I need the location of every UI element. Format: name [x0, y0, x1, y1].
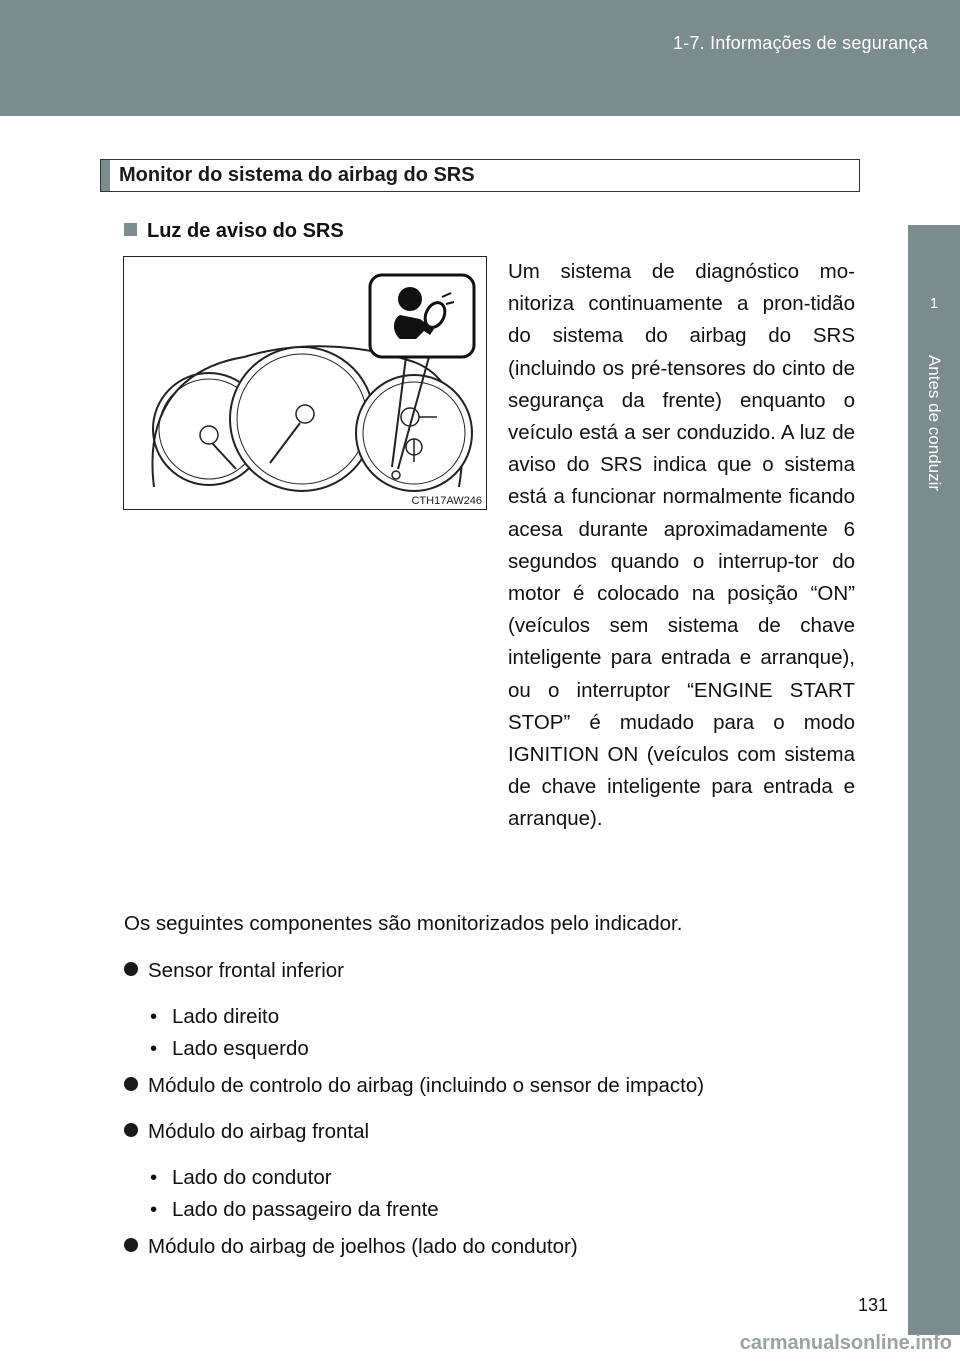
heading-text: Monitor do sistema do airbag do SRS [119, 164, 475, 186]
sub-bullet-icon: • [150, 1198, 158, 1221]
page-number: 131 [857, 1295, 888, 1315]
list-item [124, 1120, 369, 1144]
chapter-number: 1 [929, 295, 939, 312]
square-bullet-icon [124, 223, 137, 236]
chapter-tab [908, 225, 960, 1335]
list-item-label: Módulo do airbag frontal [148, 1120, 370, 1143]
sub-list-item [150, 1198, 439, 1222]
sub-list-item [150, 1037, 309, 1061]
bullet-icon [124, 1238, 138, 1252]
list-item-label: Módulo do airbag de joelhos (lado do condutor) [148, 1235, 578, 1258]
sub-list-item-label: Lado esquerdo [172, 1037, 309, 1060]
sub-bullet-icon: • [150, 1166, 158, 1189]
sub-list-item [150, 1166, 332, 1190]
footer-watermark[interactable]: carmanualsonline.info [739, 1332, 952, 1354]
figure-code: CTH17AW246 [411, 495, 482, 507]
bullet-icon [124, 962, 138, 976]
subheading [124, 220, 344, 243]
subheading-text: Luz de aviso do SRS [147, 220, 344, 242]
bullet-icon [124, 1077, 138, 1091]
instrument-cluster-figure [123, 256, 487, 510]
sub-list-item [150, 1005, 279, 1029]
list-item [124, 1074, 704, 1098]
sub-bullet-icon: • [150, 1037, 158, 1060]
sub-bullet-icon: • [150, 1005, 158, 1028]
instrument-cluster-illustration [124, 257, 485, 508]
section-heading [100, 159, 860, 192]
list-item-label: Módulo de controlo do airbag (incluindo o sensor de impacto) [148, 1074, 705, 1097]
sub-list-item-label: Lado do condutor [172, 1166, 332, 1189]
heading-accent-bar [101, 160, 110, 191]
list-item [124, 1235, 578, 1259]
chapter-label: Antes de conduzir [925, 354, 944, 492]
list-item [124, 959, 344, 983]
sub-list-item-label: Lado direito [172, 1005, 280, 1028]
list-item-label: Sensor frontal inferior [148, 959, 344, 982]
header-band [0, 0, 960, 116]
sub-list-item-label: Lado do passageiro da frente [172, 1198, 439, 1221]
body-paragraph: Um sistema de diagnóstico mo-nitoriza continuamente a pron-tidão do sistema do airbag do SRS (incluindo os pré-tensores do cinto de segurança da frente) enquanto o veículo está a ser conduzido. A luz de aviso do SRS indica que o sistema está a funcionar normalmente ficando acesa durante aproximadamente 6 segundos quando o interrup-tor do motor é colocado na posição “ON” (veículos sem sistema de chave inteligente para entrada e arranque), ou o interruptor “ENGINE START STOP” é mudado para o modo IGNITION ON (veículos com sistema de chave inteligente para entrada e arranque). [508, 260, 855, 831]
section-title: 1-7. Informações de segurança [673, 33, 928, 53]
bullet-icon [124, 1123, 138, 1137]
intro-text: Os seguintes componentes são monitorizados pelo indicador. [124, 912, 683, 935]
